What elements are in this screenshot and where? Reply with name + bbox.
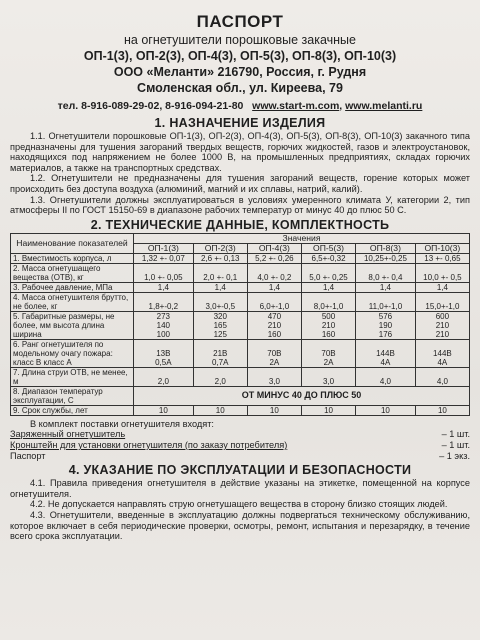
table-cell: 10,25+-0,25 [356,253,416,263]
table-row [11,263,470,282]
section4-p3: 4.3. Огнетушители, введенные в эксплуатацию должны подвергаться техническому обслуживанию, которое включает в себя периодические проверки, осмотры, ремонт, испытания и перезарядку, в течение всего срока эксплуатации. [10,509,470,542]
table-cell: 320 165 125 [193,311,247,339]
section4-p1: 4.1. Правила приведения огнетушителя в действие указаны на этикетке, помещенной на корпусе огнетушителя. [10,478,470,499]
table-cell: 3,0+-0,5 [193,292,247,311]
table-cell: 13В 0,5А [134,339,194,367]
row-label: 9. Срок службы, лет [11,405,134,415]
table-cell: 144В 4А [356,339,416,367]
table-cell: 5,2 +- 0,26 [247,253,301,263]
header-values: Значения [134,233,470,243]
section2-title: 2. ТЕХНИЧЕСКИЕ ДАННЫЕ, КОМПЛЕКТНОСТЬ [90,217,390,232]
table-cell: 10 [134,405,194,415]
table-cell: 3,0 [301,367,355,386]
table-cell: 1,4 [193,282,247,292]
row-label: 4. Масса огнетушителя брутто, не более, кг [11,292,134,311]
table-row [11,292,470,311]
table-cell: 70В 2А [247,339,301,367]
kit-item [10,440,470,451]
spec-table-body [11,253,470,415]
col-header: ОП-5(3) [301,243,355,253]
temperature-range-cell: ОТ МИНУС 40 ДО ПЛЮС 50 [134,386,470,405]
table-cell: 10 [415,405,469,415]
col-header: ОП-1(3) [134,243,194,253]
table-cell: 1,4 [134,282,194,292]
kit-item-qty: – 1 шт. [441,439,470,450]
table-cell: 144В 4А [415,339,469,367]
section1-p1: 1.1. Огнетушители порошковые ОП-1(3), ОП-2(3), ОП-4(3), ОП-5(3), ОП-8(3), ОП-10(3) закачного типа предназначены для тушения загораний твердых веществ, горючих жидкостей, газов и электроустановок, находящихся под напряжением не более 1000 В, на промышленных предприятиях, складах горючих материалов, а также на транспортных средствах. [10,131,470,173]
row-label: 6. Ранг огнетушителя по модельному очагу пожара: класс В класс А [11,339,134,367]
table-row [11,311,470,339]
table-cell: 6,5+-0,32 [301,253,355,263]
kit-item [10,429,470,440]
col-header: ОП-8(3) [356,243,416,253]
section4-p2: 4.2. Не допускается направлять струю огнетушащего вещества в сторону близко стоящих людей. [30,499,448,510]
row-label: 2. Масса огнетушащего вещества (ОТВ), кг [11,263,134,282]
table-cell: 500 210 160 [301,311,355,339]
table-cell: 10,0 +- 0,5 [415,263,469,282]
table-cell: 10 [193,405,247,415]
kit-list [10,419,470,461]
col-header: ОП-10(3) [415,243,469,253]
table-cell: 1,0 +- 0,05 [134,263,194,282]
table-cell: 11,0+-1,0 [356,292,416,311]
table-cell: 15,0+-1,0 [415,292,469,311]
address-line: Смоленская обл., ул. Киреева, 79 [137,81,343,95]
table-cell: 470 210 160 [247,311,301,339]
table-row [11,339,470,367]
header-name: Наименование показателей [11,233,134,253]
section4-title: 4. УКАЗАНИЕ ПО ЭКСПЛУАТАЦИИ И БЕЗОПАСНОСТИ [68,463,412,478]
table-cell: 1,4 [301,282,355,292]
table-cell: 600 210 210 [415,311,469,339]
table-cell: 8,0+-1,0 [301,292,355,311]
table-row [11,282,470,292]
row-label: 8. Диапазон температур эксплуатации, С [11,386,134,405]
kit-item [10,451,470,462]
table-cell: 273 140 100 [134,311,194,339]
col-header: ОП-2(3) [193,243,247,253]
row-label: 7. Длина струи ОТВ, не менее, м [11,367,134,386]
table-cell: 1,4 [356,282,416,292]
table-cell: 21В 0,7А [193,339,247,367]
table-cell: 2,6 +- 0,13 [193,253,247,263]
table-cell: 1,8+-0,2 [134,292,194,311]
company-line: ООО «Меланти» 216790, Россия, г. Рудня [113,65,367,79]
row-label: 3. Рабочее давление, МПа [11,282,134,292]
kit-item-name: Паспорт [10,450,46,461]
table-cell: 1,32 +- 0,07 [134,253,194,263]
table-row [11,386,470,405]
table-row [11,253,470,263]
table-cell: 6,0+-1,0 [247,292,301,311]
table-cell: 4,0 +- 0,2 [247,263,301,282]
table-cell: 10 [356,405,416,415]
site-link-1[interactable]: www.start-m.com [252,100,340,112]
models-line: ОП-1(3), ОП-2(3), ОП-4(3), ОП-5(3), ОП-8(3), ОП-10(3) [83,49,397,63]
kit-item-qty: – 1 экз. [439,450,470,461]
kit-item-name: Кронштейн для установки огнетушителя (по заказу потребителя) [10,439,288,450]
subtitle: на огнетушители порошковые закачные [124,33,356,47]
section1-title: 1. НАЗНАЧЕНИЕ ИЗДЕЛИЯ [154,116,326,130]
table-cell: 2,0 +- 0,1 [193,263,247,282]
kit-item-qty: – 1 шт. [441,429,470,440]
section1-p3: 1.3. Огнетушители должны эксплуатироваться в условиях умеренного климата У, категории 2, тип атмосферы II по ГОСТ 15150-69 в диапазоне рабочих температур от минус 40 до плюс 50 С. [10,194,470,216]
phones: тел. 8-916-089-29-02, 8-916-094-21-80 [57,100,244,112]
table-cell: 10 [247,405,301,415]
row-label: 5. Габаритные размеры, не более, мм высота длина ширина [11,311,134,339]
kit-item-name: Заряженный огнетушитель [10,429,126,440]
table-cell: 13 +- 0,65 [415,253,469,263]
table-cell: 70В 2А [301,339,355,367]
section1-p2: 1.2. Огнетушители не предназначены для тушения загораний веществ, горение которых может происходить без доступа воздуха (алюминий, магний и их сплавы, натрий, калий). [10,173,470,194]
document-title: ПАСПОРТ [196,12,284,31]
table-cell: 8,0 +- 0,4 [356,263,416,282]
col-header: ОП-4(3) [247,243,301,253]
table-cell: 10 [301,405,355,415]
kit-intro: В комплект поставки огнетушителя входят: [30,418,214,429]
contacts-line: тел. 8-916-089-29-02, 8-916-094-21-80 www.start-m.com, www.melanti.ru [57,100,423,112]
table-cell: 4,0 [356,367,416,386]
site-link-2[interactable]: www.melanti.ru [345,100,423,112]
table-row [11,367,470,386]
table-cell: 576 190 176 [356,311,416,339]
table-cell: 3,0 [247,367,301,386]
table-cell: 1,4 [415,282,469,292]
table-cell: 4,0 [415,367,469,386]
spec-table [10,233,470,416]
table-cell: 1,4 [247,282,301,292]
table-cell: 2,0 [134,367,194,386]
table-cell: 2,0 [193,367,247,386]
table-row [11,405,470,415]
table-cell: 5,0 +- 0,25 [301,263,355,282]
row-label: 1. Вместимость корпуса, л [11,253,134,263]
